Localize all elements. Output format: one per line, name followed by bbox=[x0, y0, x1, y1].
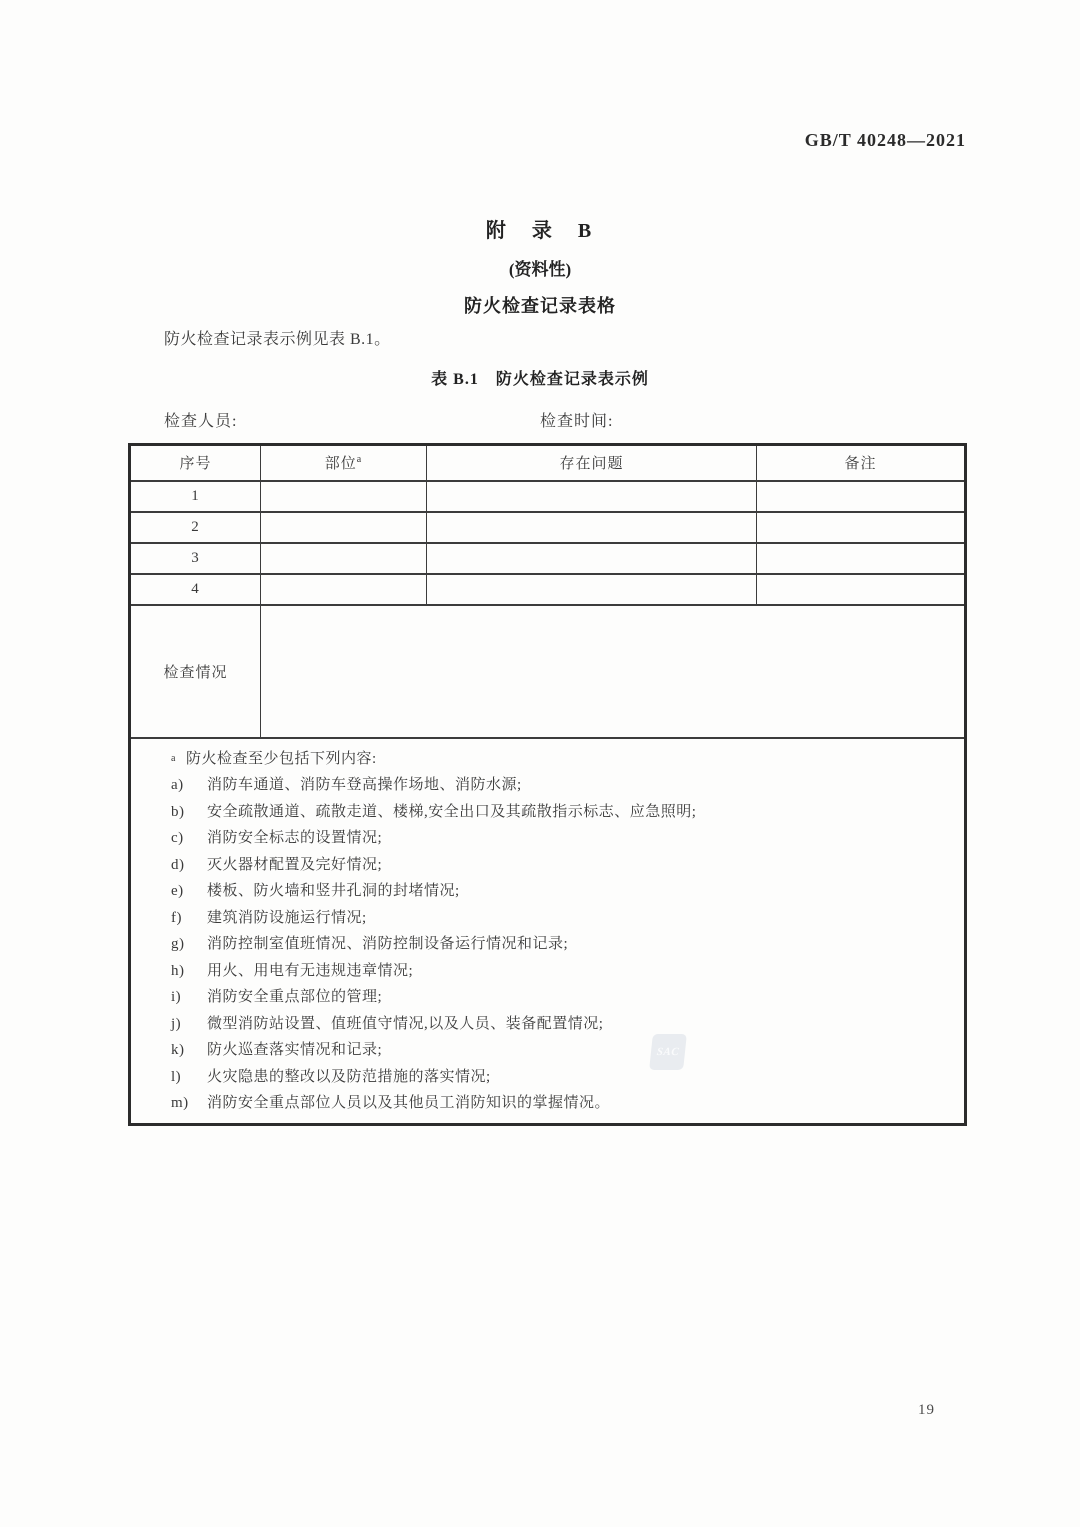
column-header-seq: 序号 bbox=[130, 445, 261, 481]
problem-cell-empty bbox=[427, 512, 757, 543]
appendix-title-block bbox=[0, 214, 1080, 318]
footnote-item-label: j) bbox=[171, 1015, 182, 1032]
footnote-item-text: 楼板、防火墙和竖井孔洞的封堵情况; bbox=[207, 883, 460, 899]
remark-cell-empty bbox=[757, 512, 966, 543]
appendix-title: 附 录 B bbox=[485, 220, 595, 242]
column-header-remark: 备注 bbox=[757, 445, 966, 481]
column-header-part-text: 部位 bbox=[324, 456, 357, 473]
sac-watermark-logo: SAC bbox=[649, 1034, 687, 1070]
column-header-problem: 存在问题 bbox=[427, 445, 757, 481]
footnote-item-text: 消防控制室值班情况、消防控制设备运行情况和记录; bbox=[207, 936, 569, 952]
seq-cell: 4 bbox=[130, 574, 261, 605]
footnote-item bbox=[171, 825, 946, 852]
table-row bbox=[130, 481, 966, 512]
footnote-item bbox=[171, 878, 946, 905]
remark-cell-empty bbox=[757, 574, 966, 605]
footnote-item-label: d) bbox=[171, 856, 185, 873]
footnote-item bbox=[171, 984, 946, 1011]
footnote-item-label: b) bbox=[171, 803, 185, 820]
column-header-part-superscript: a bbox=[356, 454, 363, 466]
footnote-item bbox=[171, 958, 946, 985]
footnote-item-text: 微型消防站设置、值班值守情况,以及人员、装备配置情况; bbox=[207, 1015, 604, 1032]
footnote-item-label: f) bbox=[171, 909, 182, 926]
situation-content-cell-empty bbox=[261, 605, 966, 738]
table-caption: 表 B.1 防火检查记录表示例 bbox=[431, 371, 649, 388]
part-cell-empty bbox=[261, 481, 427, 512]
part-cell-empty bbox=[261, 574, 427, 605]
footnote-item-text: 消防安全重点部位的管理; bbox=[207, 989, 383, 1005]
part-cell-empty bbox=[261, 512, 427, 543]
page-number: 19 bbox=[918, 1402, 935, 1418]
remark-cell-empty bbox=[757, 481, 966, 512]
footnote-item-label: l) bbox=[171, 1068, 182, 1085]
footnote-cell bbox=[130, 738, 966, 1125]
seq-cell: 2 bbox=[130, 512, 261, 543]
footnote-item bbox=[171, 772, 946, 799]
footnote-item-label: m) bbox=[171, 1095, 189, 1111]
footnote-item-text: 灭火器材配置及完好情况; bbox=[207, 856, 383, 873]
table-row bbox=[130, 543, 966, 574]
column-header-part bbox=[261, 445, 427, 481]
footnote-item-label: e) bbox=[171, 883, 184, 899]
situation-label-cell: 检查情况 bbox=[130, 605, 261, 738]
table-row bbox=[130, 512, 966, 543]
remark-cell-empty bbox=[757, 543, 966, 574]
footnote-item-text: 消防车通道、消防车登高操作场地、消防水源; bbox=[207, 777, 522, 793]
seq-cell: 3 bbox=[130, 543, 261, 574]
footnote-item-text: 用火、用电有无违规违章情况; bbox=[207, 962, 414, 979]
footnote-item bbox=[171, 1037, 946, 1064]
footnote-item-label: h) bbox=[171, 962, 185, 979]
footnote-item bbox=[171, 1064, 946, 1091]
part-cell-empty bbox=[261, 543, 427, 574]
fire-inspection-record-table bbox=[128, 443, 967, 1126]
problem-cell-empty bbox=[427, 543, 757, 574]
footnote-item-text: 消防安全标志的设置情况; bbox=[207, 830, 383, 846]
time-label: 检查时间: bbox=[540, 413, 614, 430]
footnote-item-text: 消防安全重点部位人员以及其他员工消防知识的掌握情况。 bbox=[207, 1095, 611, 1111]
standard-number: GB/T 40248—2021 bbox=[804, 130, 966, 150]
inspector-label: 检查人员: bbox=[164, 413, 238, 430]
footnote-item-label: c) bbox=[171, 830, 184, 846]
footnote-item-text: 防火巡查落实情况和记录; bbox=[207, 1042, 383, 1058]
footnote-item bbox=[171, 905, 946, 932]
footnote-item-text: 火灾隐患的整改以及防范措施的落实情况; bbox=[207, 1068, 491, 1085]
appendix-heading: 防火检查记录表格 bbox=[464, 296, 616, 316]
footnote-item-label: a) bbox=[171, 777, 184, 793]
footnote-item-text: 建筑消防设施运行情况; bbox=[207, 909, 367, 926]
problem-cell-empty bbox=[427, 574, 757, 605]
footnote-item bbox=[171, 852, 946, 879]
situation-row bbox=[130, 605, 966, 738]
footnote-item bbox=[171, 1011, 946, 1038]
appendix-subtitle: (资料性) bbox=[508, 260, 572, 279]
footnote-superscript: a bbox=[171, 752, 176, 764]
footnote-item-label: k) bbox=[171, 1042, 185, 1058]
footnote-item bbox=[171, 931, 946, 958]
footnote-item-text: 安全疏散通道、疏散走道、楼梯,安全出口及其疏散指示标志、应急照明; bbox=[207, 803, 697, 820]
intro-paragraph: 防火检查记录表示例见表 B.1。 bbox=[164, 331, 391, 348]
problem-cell-empty bbox=[427, 481, 757, 512]
footnote-row bbox=[130, 738, 966, 1125]
table-header-row bbox=[130, 445, 966, 481]
footnote-item-label: i) bbox=[171, 989, 182, 1005]
footnote-intro-line bbox=[171, 746, 946, 773]
footnote-item-label: g) bbox=[171, 936, 185, 952]
seq-cell: 1 bbox=[130, 481, 261, 512]
footnote-item bbox=[171, 1090, 946, 1117]
footnote-item bbox=[171, 799, 946, 826]
footnote-intro-text: 防火检查至少包括下列内容: bbox=[185, 750, 377, 767]
table-row bbox=[130, 574, 966, 605]
